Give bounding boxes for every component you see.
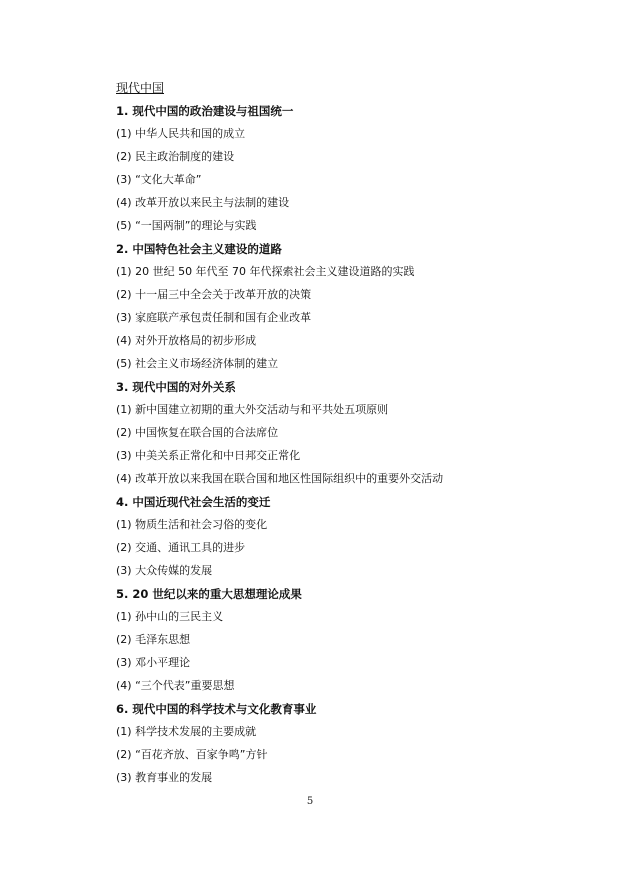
list-item: (2) 十一届三中全会关于改革开放的决策 [116,288,312,301]
list-item: (3) 大众传媒的发展 [116,564,213,577]
list-item: (1) 科学技术发展的主要成就 [116,725,257,738]
section-heading: 5. 20 世纪以来的重大思想理论成果 [116,587,302,601]
section-heading: 2. 中国特色社会主义建设的道路 [116,242,282,256]
section-5 [116,586,586,701]
section-heading: 4. 中国近现代社会生活的变迁 [116,495,271,509]
list-item: (2) 中国恢复在联合国的合法席位 [116,426,279,439]
list-item: (3) 教育事业的发展 [116,771,213,784]
list-item: (3) 家庭联产承包责任制和国有企业改革 [116,311,312,324]
chapter-title: 现代中国 [116,81,165,95]
list-item: (2) “百花齐放、百家争鸣”方针 [116,748,268,761]
list-item: (4) 改革开放以来民主与法制的建设 [116,196,290,209]
list-item: (2) 毛泽东思想 [116,633,191,646]
list-item: (2) 民主政治制度的建设 [116,150,235,163]
list-item: (1) 20 世纪 50 年代至 70 年代探索社会主义建设道路的实践 [116,265,415,278]
section-1 [116,103,586,241]
list-item: (4) “三个代表”重要思想 [116,679,235,692]
section-heading: 6. 现代中国的科学技术与文化教育事业 [116,702,317,716]
list-item: (1) 孙中山的三民主义 [116,610,224,623]
section-3 [116,379,586,494]
section-2 [116,241,586,379]
section-6 [116,701,586,793]
section-list [116,103,586,793]
list-item: (3) 中美关系正常化和中日邦交正常化 [116,449,301,462]
list-item: (3) “文化大革命” [116,173,202,186]
content-area [116,80,586,793]
section-4 [116,494,586,586]
list-item: (1) 中华人民共和国的成立 [116,127,246,140]
list-item: (1) 物质生活和社会习俗的变化 [116,518,268,531]
list-item: (4) 改革开放以来我国在联合国和地区性国际组织中的重要外交活动 [116,472,444,485]
list-item: (1) 新中国建立初期的重大外交活动与和平共处五项原则 [116,403,389,416]
list-item: (5) “一国两制”的理论与实践 [116,219,257,232]
list-item: (5) 社会主义市场经济体制的建立 [116,357,279,370]
section-heading: 1. 现代中国的政治建设与祖国统一 [116,104,294,118]
section-heading: 3. 现代中国的对外关系 [116,380,236,394]
list-item: (3) 邓小平理论 [116,656,191,669]
page-number: 5 [306,796,314,807]
list-item: (4) 对外开放格局的初步形成 [116,334,257,347]
list-item: (2) 交通、通讯工具的进步 [116,541,246,554]
